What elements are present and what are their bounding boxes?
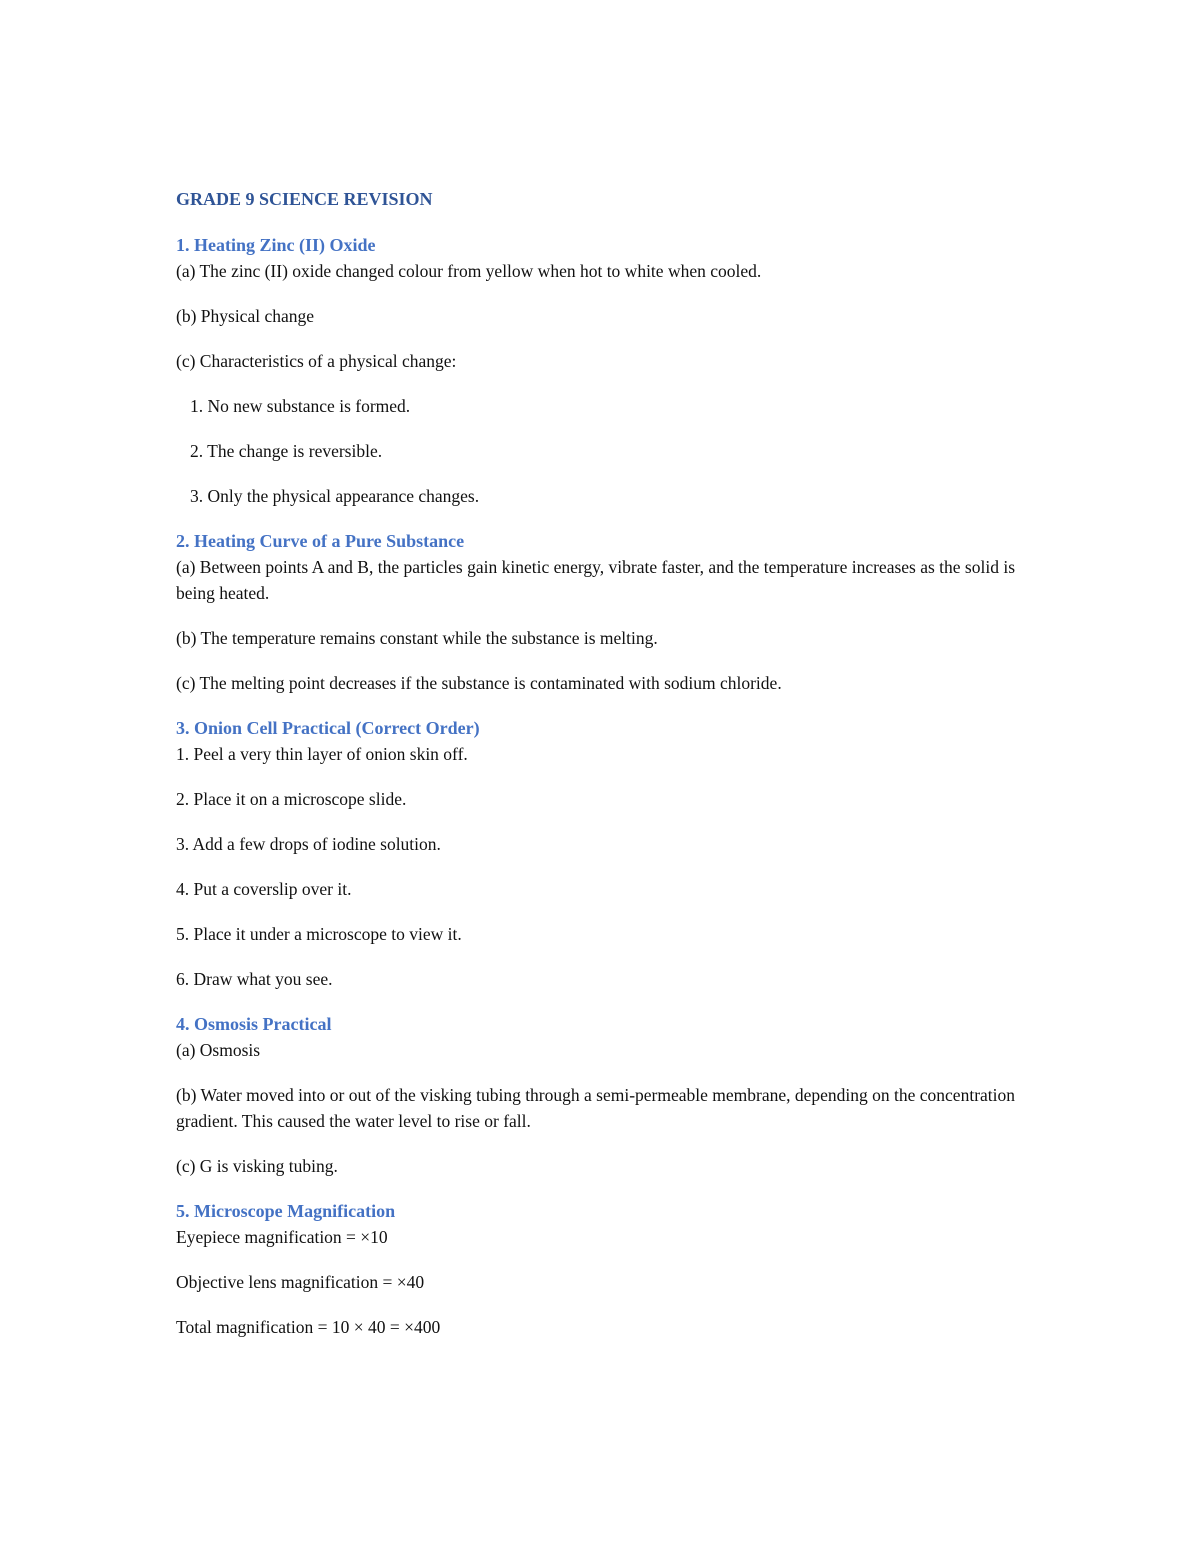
step-paragraph: 2. Place it on a microscope slide. — [176, 789, 407, 809]
answer-paragraph: (b) Water moved into or out of the visking tubing through a semi-permeable membrane, depending on the concentration gradient. This caused the water level to rise or fall. — [176, 1085, 1016, 1131]
answer-paragraph: (c) G is visking tubing. — [176, 1156, 338, 1176]
answer-paragraph: Eyepiece magnification = ×10 — [176, 1227, 388, 1247]
answer-paragraph: (b) Physical change — [176, 306, 315, 326]
step-paragraph: 5. Place it under a microscope to view it. — [176, 924, 462, 944]
step-paragraph: 1. Peel a very thin layer of onion skin off. — [176, 744, 468, 764]
answer-paragraph: (a) Osmosis — [176, 1040, 261, 1060]
answer-paragraph: (a) The zinc (II) oxide changed colour from yellow when hot to white when cooled. — [176, 261, 762, 281]
section-heading: 2. Heating Curve of a Pure Substance — [176, 531, 465, 551]
section-onion-cell-practical — [176, 715, 1036, 992]
document-title: GRADE 9 SCIENCE REVISION — [176, 189, 433, 209]
section-heating-zinc-oxide — [176, 232, 1036, 509]
section-heading: 1. Heating Zinc (II) Oxide — [176, 235, 376, 255]
section-heading: 3. Onion Cell Practical (Correct Order) — [176, 718, 480, 738]
step-paragraph: 3. Add a few drops of iodine solution. — [176, 834, 441, 854]
answer-paragraph: (c) The melting point decreases if the substance is contaminated with sodium chloride. — [176, 673, 782, 693]
section-heating-curve — [176, 528, 1036, 696]
answer-paragraph: Total magnification = 10 × 40 = ×400 — [176, 1317, 441, 1337]
section-heading: 4. Osmosis Practical — [176, 1014, 332, 1034]
list-item: 3. Only the physical appearance changes. — [190, 486, 480, 506]
section-microscope-magnification — [176, 1198, 1036, 1340]
step-paragraph: 4. Put a coverslip over it. — [176, 879, 352, 899]
list-item: 2. The change is reversible. — [190, 441, 383, 461]
answer-paragraph: (c) Characteristics of a physical change: — [176, 351, 457, 371]
answer-paragraph: (b) The temperature remains constant while the substance is melting. — [176, 628, 658, 648]
section-osmosis-practical — [176, 1011, 1036, 1179]
step-paragraph: 6. Draw what you see. — [176, 969, 333, 989]
answer-paragraph: Objective lens magnification = ×40 — [176, 1272, 425, 1292]
document-body — [176, 186, 1036, 1359]
list-item: 1. No new substance is formed. — [190, 396, 411, 416]
answer-paragraph: (a) Between points A and B, the particles gain kinetic energy, vibrate faster, and the temperature increases as the solid is being heated. — [176, 557, 1016, 603]
section-heading: 5. Microscope Magnification — [176, 1201, 396, 1221]
